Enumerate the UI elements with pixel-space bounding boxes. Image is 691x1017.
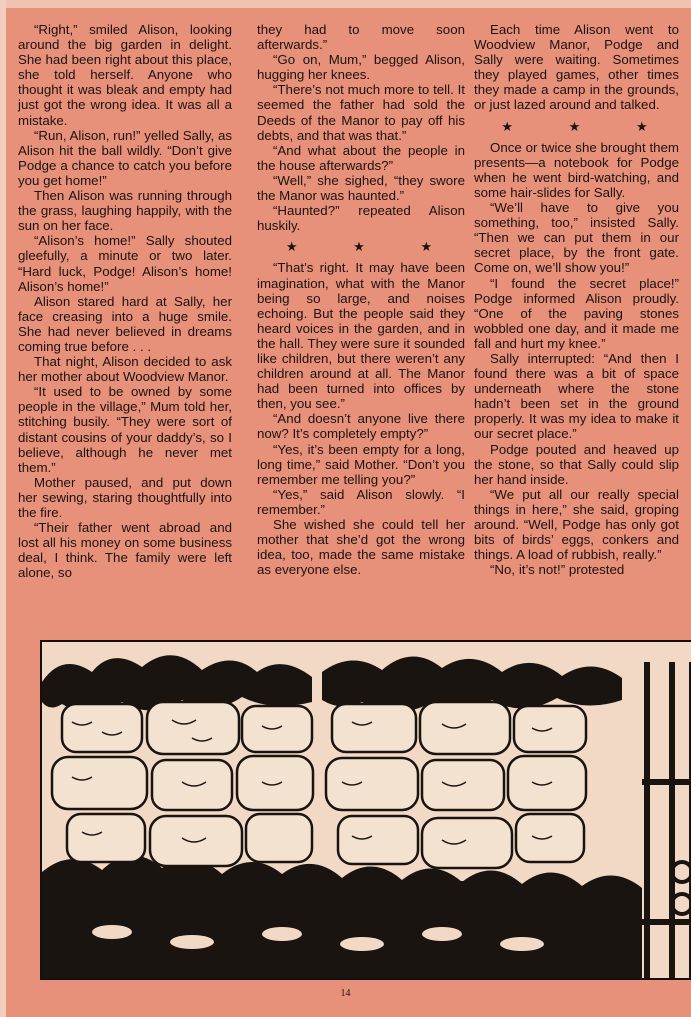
illustration-panel — [40, 640, 691, 980]
text-column-1 — [18, 22, 232, 580]
page-number: 14 — [340, 988, 351, 999]
paragraph: Alison stared hard at Sally, her face creasing into a huge smile. She had never believed in dreams coming true before . . . — [18, 293, 232, 354]
paragraph: “And what about the people in the house afterwards?” — [257, 142, 465, 173]
paragraph: they had to move soon afterwards.” — [257, 22, 465, 53]
paragraph: Once or twice she brought them presents—a notebook for Podge when he went bird-watching, and some hair-slides for Sally. — [474, 139, 679, 200]
paragraph: Then Alison was running through the grass, laughing happily, with the sun on her face. — [18, 188, 232, 234]
page-edge — [0, 0, 691, 8]
paragraph: “Alison’s home!” Sally shouted gleefully, a minute or two later. “Hard luck, Podge! Alison’s home! Alison’s home!” — [18, 233, 232, 294]
text-column-3 — [474, 22, 679, 577]
paragraph: “It used to be owned by some people in the village,” Mum told her, stitching busily. “They were sort of distant cousins of your daddy’s, so I believe, although he never met them.” — [18, 384, 232, 475]
paragraph: “And doesn’t anyone live there now? It’s completely empty?” — [257, 411, 465, 442]
paragraph: “Well,” she sighed, “they swore the Manor was haunted.” — [257, 172, 465, 204]
paragraph: Mother paused, and put down her sewing, staring thoughtfully into the fire. — [18, 474, 232, 520]
paragraph: “Yes,” said Alison slowly. “I remember.” — [257, 486, 465, 517]
paragraph: “I found the secret place!” Podge informed Alison proudly. “One of the paving stones wobbled one day, and it made me fall and hurt my knee.” — [474, 275, 679, 351]
paragraph: Each time Alison went to Woodview Manor, Podge and Sally were waiting. Sometimes they played games, other times they made a camp in the grounds, or just lazed around and talked. — [474, 22, 679, 113]
paragraph: “We’ll have to give you something, too,” insisted Sally. “Then we can put them in our secret place, by the front gate. Come on, we’ll show you!” — [474, 200, 679, 276]
page-edge-left — [0, 0, 6, 1017]
paragraph: “We put all our really special things in here,” she said, groping around. “Well, Podge has only got bits of birds’ eggs, conkers and things. A load of rubbish, really.” — [474, 486, 679, 563]
paragraph: “Run, Alison, run!” yelled Sally, as Alison hit the ball wildly. “Don’t give Podge a chance to catch you before you get home!” — [18, 127, 232, 188]
paragraph: “No, it’s not!” protested — [490, 562, 625, 578]
paragraph: “Yes, it’s been empty for a long, long time,” said Mother. “Don’t you remember me telling you?” — [257, 441, 465, 487]
paragraph: “That’s right. It may have been imagination, what with the Manor being so large, and noises echoing. But the people said they heard voices in the garden, and in the hall. They were sure it sounded like children, but there weren’t any children around at all. The Manor had been turned into offices by then, you see.” — [257, 260, 465, 412]
paragraph: “Go on, Mum,” begged Alison, hugging her knees. — [257, 52, 465, 83]
paragraph: That night, Alison decided to ask her mother about Woodview Manor. — [18, 354, 232, 385]
paragraph: “Right,” smiled Alison, looking around the big garden in delight. She had been right about this place, she told herself. Anyone who thought it was bleak and empty had just got the wrong idea. It was all a mistake. — [18, 22, 232, 128]
paragraph: She wished she could tell her mother that she’d got the wrong idea, too, made the same mistake as everyone else. — [257, 517, 465, 578]
garden-wall-illustration-icon — [42, 642, 691, 978]
paragraph: “Haunted?” repeated Alison huskily. — [257, 203, 465, 234]
paragraph: Sally interrupted: “And then I found there was a bit of space underneath where the stone hadn’t been set in the ground properly. It was my idea to make it our secret place.” — [474, 350, 679, 442]
section-break-stars: ★ ★ ★ — [501, 118, 674, 134]
paragraph: “Their father went abroad and lost all his money on some business deal, I think. The family were left alone, so — [18, 520, 232, 581]
paragraph: Podge pouted and heaved up the stone, so that Sally could slip her hand inside. — [474, 441, 679, 487]
text-column-2 — [257, 22, 465, 577]
paragraph: “There’s not much more to tell. It seemed the father had sold the Deeds of the Manor to pay off his debts, and that was that.” — [257, 82, 465, 143]
section-break-stars: ★ ★ ★ — [285, 239, 459, 255]
